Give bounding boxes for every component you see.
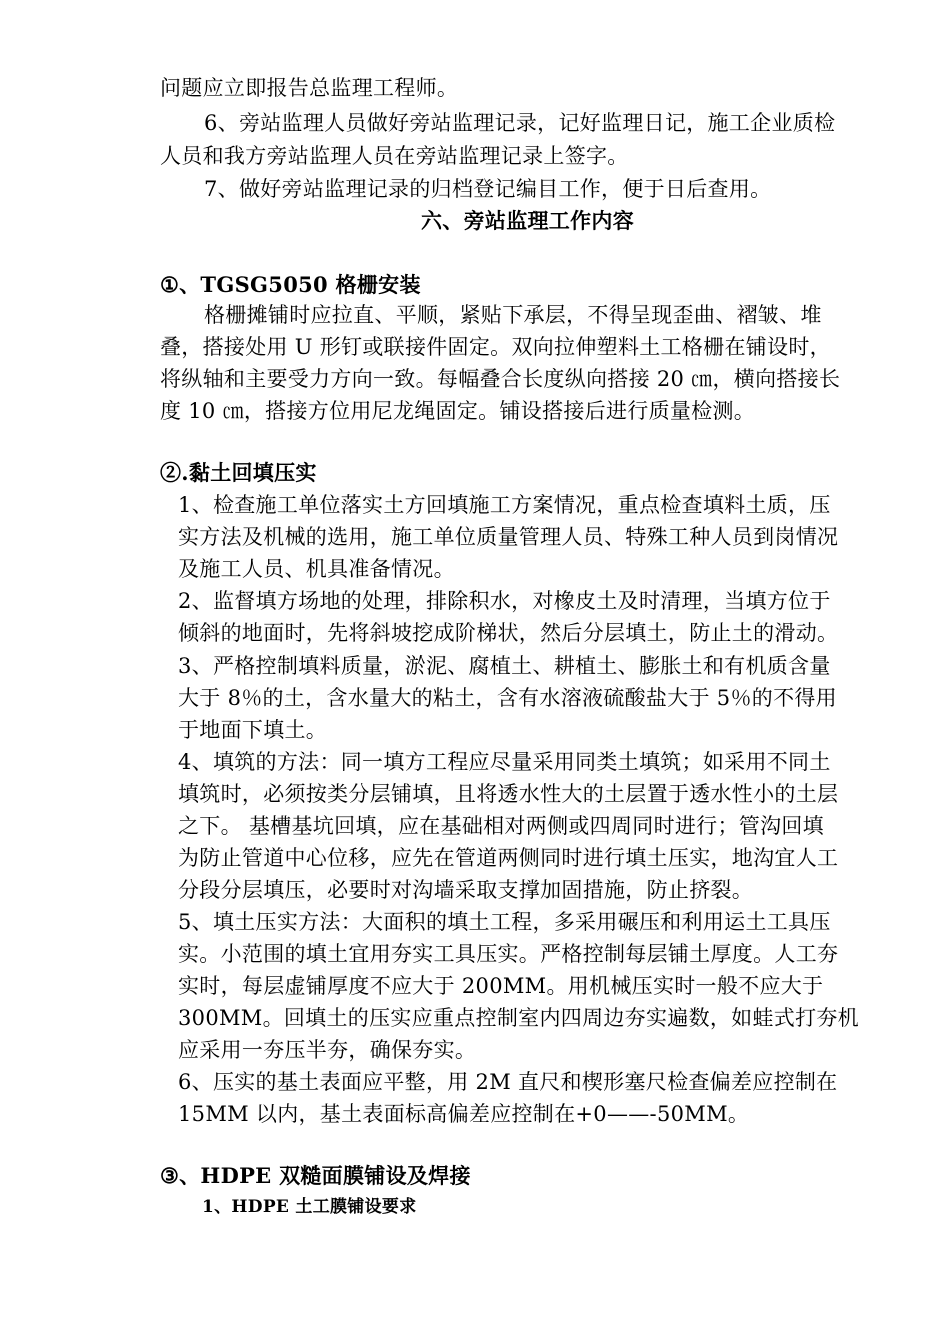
paragraph-line: 2、监督填方场地的处理，排除积水，对橡皮土及时清理，当填方位于 (178, 589, 831, 613)
section-title-hdpe-membrane: ③、HDPE 双糙面膜铺设及焊接 (160, 1163, 471, 1188)
paragraph-line: 实。小范围的填土宜用夯实工具压实。严格控制每层铺土厚度。人工夯 (178, 942, 839, 966)
paragraph-line: 1、检查施工单位落实土方回填施工方案情况，重点检查填料土质，压 (178, 493, 831, 517)
paragraph-line: 为防止管道中心位移，应先在管道两侧同时进行填土压实，地沟宜人工 (178, 846, 839, 870)
paragraph-line: 5、填土压实方法：大面积的填土工程，多采用碾压和利用运土工具压 (178, 910, 831, 934)
subsection-title-hdpe-laying: 1、HDPE 土工膜铺设要求 (202, 1197, 417, 1217)
paragraph-line: 3、严格控制填料质量，淤泥、腐植土、耕植土、膨胀土和有机质含量 (178, 654, 831, 678)
paragraph-line: 15MM 以内，基土表面标高偏差应控制在+0——-50MM。 (178, 1102, 750, 1126)
section-title-clay-backfill: ②.黏土回填压实 (160, 460, 317, 485)
paragraph-line: 问题应立即报告总监理工程师。 (160, 76, 459, 100)
paragraph-line: 4、填筑的方法：同一填方工程应尽量采用同类土填筑；如采用不同土 (178, 750, 831, 774)
paragraph-line: 及施工人员、机具准备情况。 (178, 557, 455, 581)
paragraph-line: 格栅摊铺时应拉直、平顺，紧贴下承层，不得呈现歪曲、褶皱、堆 (204, 303, 822, 327)
paragraph-line: 填筑时，必须按类分层铺填，且将透水性大的土层置于透水性小的土层 (178, 782, 839, 806)
paragraph-line: 度 10 ㎝，搭接方位用尼龙绳固定。铺设搭接后进行质量检测。 (160, 399, 756, 423)
paragraph-line: 叠，搭接处用 U 形钉或联接件固定。双向拉伸塑料土工格栅在铺设时， (160, 335, 831, 359)
paragraph-line: 7、做好旁站监理记录的归档登记编目工作，便于日后查用。 (204, 177, 772, 201)
paragraph-line: 6、压实的基土表面应平整，用 2M 直尺和楔形塞尺检查偏差应控制在 (178, 1070, 838, 1094)
paragraph-line: 应采用一夯压半夯，确保夯实。 (178, 1038, 477, 1062)
paragraph-line: 实时，每层虚铺厚度不应大于 200MM。用机械压实时一般不应大于 (178, 974, 824, 998)
paragraph-line: 倾斜的地面时，先将斜坡挖成阶梯状，然后分层填土，防止土的滑动。 (178, 621, 839, 645)
paragraph-line: 6、旁站监理人员做好旁站监理记录，记好监理日记，施工企业质检 (204, 111, 836, 135)
paragraph-line: 人员和我方旁站监理人员在旁站监理记录上签字。 (160, 144, 629, 168)
section-heading: 六、旁站监理工作内容 (421, 208, 634, 233)
paragraph-line: 于地面下填土。 (178, 718, 328, 742)
paragraph-line: 实方法及机械的选用，施工单位质量管理人员、特殊工种人员到岗情况 (178, 525, 839, 549)
paragraph-line: 将纵轴和主要受力方向一致。每幅叠合长度纵向搭接 20 ㎝，横向搭接长 (160, 367, 841, 391)
section-title-grid-installation: ①、TGSG5050 格栅安装 (160, 272, 421, 297)
paragraph-line: 分段分层填压，必要时对沟墙采取支撑加固措施，防止挤裂。 (178, 878, 754, 902)
paragraph-line: 之下。 基槽基坑回填，应在基础相对两侧或四周同时进行；管沟回填 (178, 814, 824, 838)
paragraph-line: 300MM。回填土的压实应重点控制室内四周边夯实遍数，如蛙式打夯机 (178, 1006, 859, 1030)
paragraph-line: 大于 8％的土，含水量大的粘土，含有水溶液硫酸盐大于 5％的不得用 (178, 686, 837, 710)
